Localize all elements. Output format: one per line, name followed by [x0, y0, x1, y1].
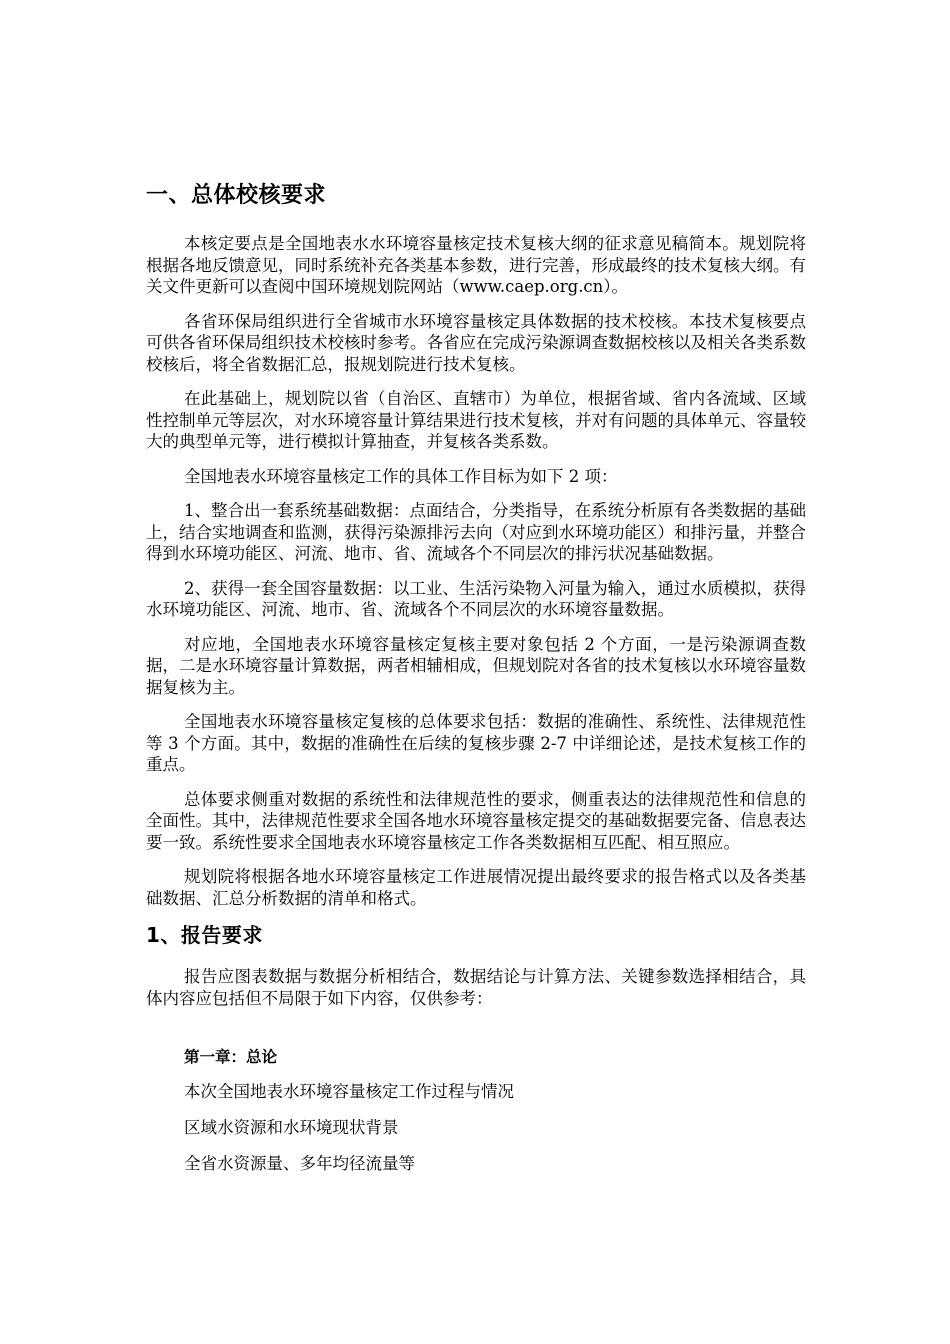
- intro-paragraph: 本核定要点是全国地表水水环境容量核定技术复核大纲的征求意见稿简本。规划院将根据各地反馈意见，同时系统补充各类基本参数，进行完善，形成最终的技术复核大纲。有关文件更新可以查阅中国环境规划院网站（www.caep.org.cn）。: [146, 234, 806, 296]
- document-page: [146, 183, 806, 1189]
- report-format-paragraph: 规划院将根据各地水环境容量核定工作进展情况提出最终要求的报告格式以及各类基础数据、汇总分析数据的清单和格式。: [146, 867, 806, 908]
- overall-requirements-paragraph: 全国地表水环境容量核定复核的总体要求包括：数据的准确性、系统性、法律规范性等 3 个方面。其中，数据的准确性在后续的复核步骤 2-7 中详细论述，是技术复核工作的重点。: [146, 712, 806, 774]
- report-content-paragraph: 报告应图表数据与数据分析相结合，数据结论与计算方法、关键参数选择相结合，具体内容应包括但不局限于如下内容，仅供参考：: [146, 967, 806, 1008]
- goal-2-paragraph: 2、获得一套全国容量数据：以工业、生活污染物入河量为输入，通过水质模拟，获得水环境功能区、河流、地市、省、流域各个不同层次的水环境容量数据。: [146, 578, 806, 619]
- chapter-item: 全省水资源量、多年均径流量等: [184, 1154, 415, 1173]
- work-goals-paragraph: 全国地表水环境容量核定工作的具体工作目标为如下 2 项：: [184, 466, 618, 486]
- review-objects-paragraph: 对应地，全国地表水环境容量核定复核主要对象包括 2 个方面，一是污染源调查数据，二是水环境容量计算数据，两者相辅相成，但规划院对各省的技术复核以水环境容量数据复核为主。: [146, 634, 806, 697]
- goal-1-paragraph: 1、整合出一套系统基础数据：点面结合，分类指导，在系统分析原有各类数据的基础上，结合实地调查和监测，获得污染源排污去向（对应到水环境功能区）和排污量，并整合得到水环境功能区、河流、地市、省、流域各个不同层次的排污状况基础数据。: [146, 501, 806, 563]
- provincial-check-paragraph: 各省环保局组织进行全省城市水环境容量核定具体数据的技术校核。本技术复核要点可供各省环保局组织技术校核时参考。各省应在完成污染源调查数据校核以及相关各类系数校核后，将全省数据汇总，报规划院进行技术复核。: [146, 311, 806, 374]
- review-basis-paragraph: 在此基础上，规划院以省（自治区、直辖市）为单位，根据省域、省内各流域、区域性控制单元等层次，对水环境容量计算结果进行技术复核，并对有问题的具体单元、容量较大的典型单元等，进行模拟计算抽查，并复核各类系数。: [146, 389, 806, 451]
- report-requirements-heading: 1、报告要求: [146, 923, 263, 947]
- chapter-item: 本次全国地表水环境容量核定工作过程与情况: [184, 1082, 514, 1101]
- system-legal-paragraph: 总体要求侧重对数据的系统性和法律规范性的要求，侧重表达的法律规范性和信息的全面性。其中，法律规范性要求全国各地水环境容量核定提交的基础数据要完备、信息表达要一致。系统性要求全国地表水环境容量核定工作各类数据相互匹配、相互照应。: [146, 789, 806, 852]
- chapter-item: 区域水资源和水环境现状背景: [184, 1118, 399, 1137]
- chapter-title: 第一章：总论: [184, 1048, 278, 1066]
- chapter-outline: [146, 1047, 806, 1174]
- section-heading: 一、总体校核要求: [146, 183, 327, 208]
